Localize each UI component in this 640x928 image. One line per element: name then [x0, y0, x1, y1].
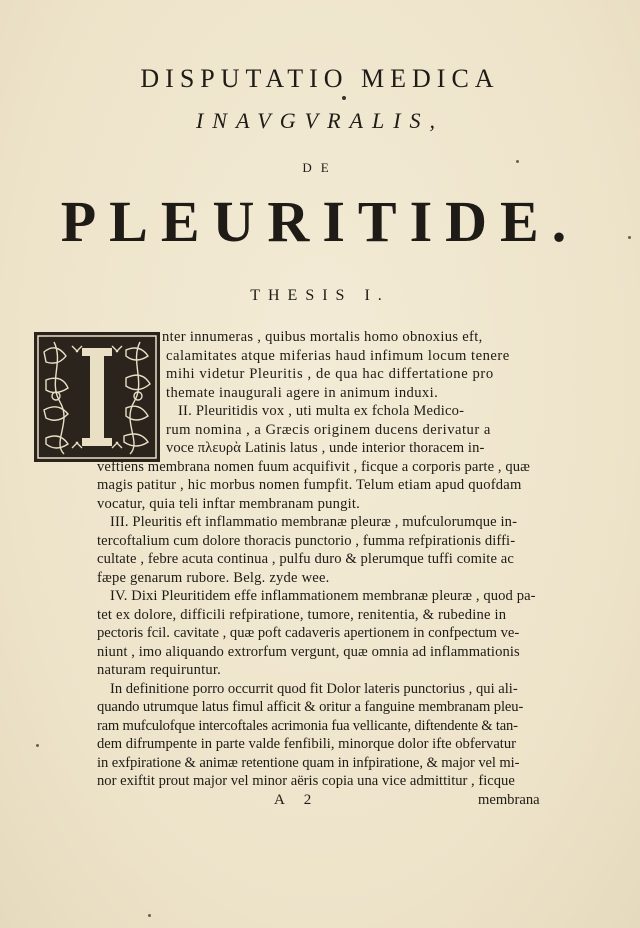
text-line: voce πλευρὰ Latinis latus , unde interior thoracem in- [166, 440, 485, 456]
text-line: niunt , imo aliquando extrorfum vergunt, quæ omnia ad inflammationis [97, 644, 520, 660]
text-line: In definitione porro occurrit quod fit Dolor lateris punctorius , qui ali- [110, 681, 518, 697]
text-line: naturam requiruntur. [97, 662, 221, 678]
text-line: tercoftalium cum dolore thoracis punctorio , fumma refpirationis diffi- [97, 533, 516, 549]
text-line: nter innumeras , quibus mortalis homo obnoxius eft, [162, 329, 483, 345]
paper-speck [516, 160, 519, 163]
title-inauguralis: INAVGVRALIS, [195, 108, 445, 133]
text-line: magis patitur , hic morbus nomen fumpfit. Telum etiam apud quofdam [97, 477, 522, 493]
text-line: calamitates atque miferias haud infimum locum tenere [166, 348, 510, 364]
title-de: DE [302, 160, 338, 175]
text-line: ram mufculofque intercoftales acrimonia fua vellicante, diftendente & tan- [97, 718, 518, 734]
text-line: tet ex dolore, difficili refpiratione, tumore, renitentia, & rubedine in [97, 607, 507, 623]
text-line: themate inaugurali agere in animum induxi. [166, 385, 439, 401]
text-line: fæpe genarum rubore. Belg. zyde wee. [97, 570, 330, 586]
text-line: veftiens membrana nomen fuum acquifivit , ficque a corporis parte , quæ [97, 459, 531, 475]
signature-mark: A 2 [274, 792, 320, 808]
paper-speck [36, 744, 39, 747]
paper-speck [148, 914, 151, 917]
text-line: II. Pleuritidis vox , uti multa ex fchola Medico- [178, 403, 465, 419]
text-line: quando utrumque latus fimul afficit & oritur a fanguine membranam pleu- [97, 699, 524, 715]
thesis-heading: THESIS I. [250, 287, 390, 304]
text-line: pectoris fcil. cavitate , quæ poft cadaveris apertionem in confpectum ve- [97, 625, 520, 641]
title-pleuritide: PLEURITIDE. [60, 189, 580, 254]
title-disputatio-medica: DISPUTATIO MEDICA [140, 64, 500, 93]
text-line: nor exiftit prout major vel minor aëris copia una vice admittitur , ficque [97, 773, 515, 789]
ornament-dot [342, 96, 346, 100]
text-line: vocatur, quia teli inftar membranam pungit. [97, 496, 360, 512]
paper-speck [628, 236, 631, 239]
text-line: dem difrumpente in parte valde fenfibili, minorque dolor ifte obfervatur [97, 736, 517, 752]
catchword: membrana [478, 792, 540, 808]
text-line: in exfpiratione & animæ retentione quam in infpiratione, & major vel mi- [97, 755, 520, 771]
text-line: III. Pleuritis eft inflammatio membranæ pleuræ , mufculorumque in- [110, 514, 518, 530]
decorated-initial-letter [34, 332, 160, 462]
text-line: cultate , febre acuta continua , pulfu duro & plerumque tuffi comite ac [97, 551, 514, 567]
text-line: mihi videtur Pleuritis , de qua hac differtatione pro [166, 366, 494, 382]
initial-letter-glyph: I [96, 405, 98, 407]
text-line: IV. Dixi Pleuritidem effe inflammationem membranæ pleuræ , quod pa- [110, 588, 536, 604]
text-line: rum nomina , a Græcis originem ducens derivatur a [166, 422, 491, 438]
